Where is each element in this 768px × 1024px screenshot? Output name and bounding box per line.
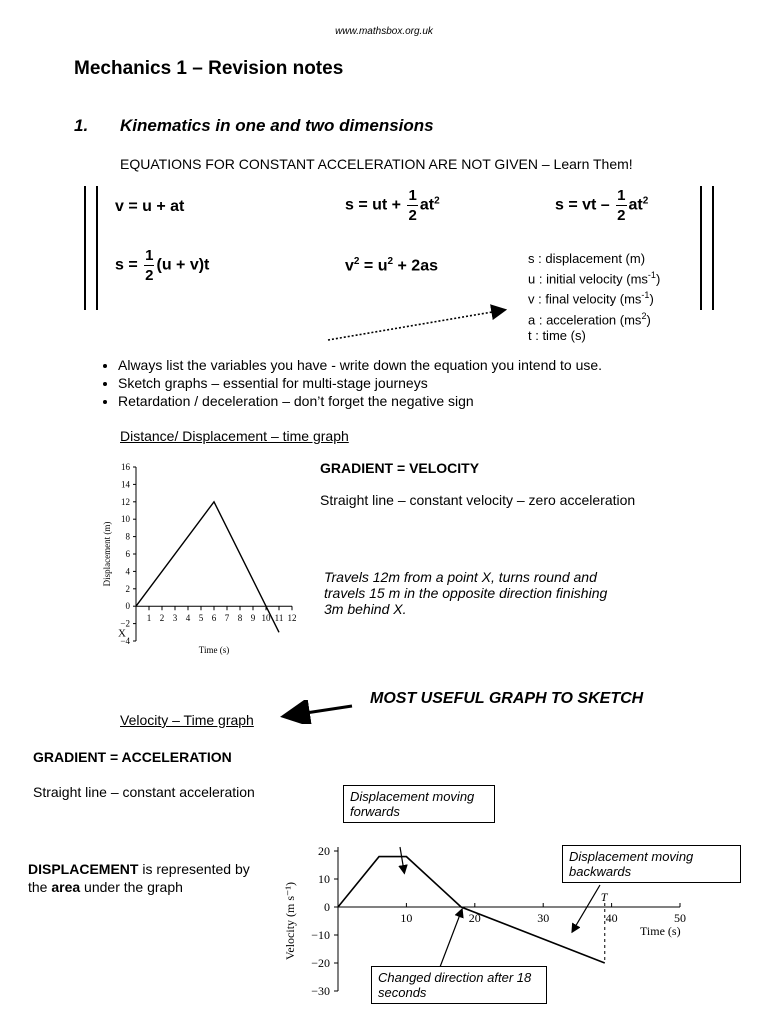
legend-text: ) — [649, 291, 654, 307]
y-tick-label: −10 — [311, 928, 330, 942]
x-tick-label: 8 — [237, 613, 243, 624]
y-tick-label: −2 — [120, 618, 130, 629]
section-title: Kinematics in one and two dimensions — [120, 116, 434, 135]
x-tick-label: 3 — [172, 613, 178, 624]
y-tick-label: −30 — [311, 984, 330, 998]
most-useful-graph: MOST USEFUL GRAPH TO SKETCH — [370, 690, 644, 707]
y-axis-label: Displacement (m) — [102, 521, 112, 587]
note-text: under the graph — [80, 879, 183, 895]
displacement-area-note — [28, 860, 268, 896]
list-item: • Always list the variables you have - write down the equation you intend to use. — [118, 356, 602, 374]
equation-text: s = vt – — [555, 196, 610, 214]
y-tick-label: −20 — [311, 956, 330, 970]
legend-text: ) — [655, 271, 661, 287]
y-tick-label: 10 — [121, 514, 130, 525]
series-line — [136, 502, 279, 633]
legend-text: u : initial velocity (ms — [528, 271, 648, 287]
x-tick-label: 20 — [468, 911, 481, 925]
backwards-arrow — [572, 885, 600, 932]
y-tick-label: 10 — [318, 872, 330, 886]
equation-text: at — [419, 196, 435, 214]
area-word: area — [51, 879, 81, 895]
legend-a — [528, 308, 660, 328]
equation-text: s = — [115, 256, 138, 274]
equation-text: v — [345, 257, 354, 275]
fraction-denominator: 2 — [408, 207, 417, 224]
exponent: -1 — [647, 270, 656, 280]
travel-note: Travels 12m from a point X, turns round and travels 15 m in the opposite direction finishing 3m behind X. — [324, 569, 608, 617]
x-tick-label: 50 — [674, 911, 686, 925]
forwards-arrow — [400, 847, 404, 873]
x-tick-label: 12 — [287, 613, 297, 624]
equation-s-vt — [555, 188, 648, 223]
straight-line-acceleration: Straight line – constant acceleration — [33, 784, 255, 800]
x-tick-label: 6 — [211, 613, 217, 624]
changed-direction-arrow — [440, 909, 462, 967]
y-tick-label: 12 — [121, 496, 130, 507]
x-tick-label: 7 — [224, 613, 230, 624]
y-axis-label: Velocity (m s⁻¹) — [283, 882, 297, 960]
fraction-numerator: 1 — [617, 187, 626, 204]
legend-text: a : acceleration (ms — [528, 311, 642, 327]
x-tick-label: 10 — [400, 911, 413, 925]
fraction-denominator: 2 — [145, 267, 154, 284]
fraction-half — [407, 188, 417, 223]
legend-v — [528, 287, 660, 307]
list-item: • Retardation / deceleration – don’t forget the negative sign — [118, 392, 602, 410]
gradient-acceleration: GRADIENT = ACCELERATION — [33, 749, 232, 765]
x-tick-label: 5 — [198, 613, 204, 624]
equation-s-half-uv-t — [115, 248, 209, 283]
y-tick-label: 0 — [324, 900, 330, 914]
y-tick-label: −4 — [120, 636, 130, 646]
dotted-arrow — [320, 300, 520, 350]
displacement-time-chart — [96, 455, 306, 660]
x-tick-label: 40 — [605, 911, 618, 925]
y-tick-label: 14 — [121, 479, 130, 490]
x-tick-label: 9 — [250, 613, 256, 624]
tips-list — [92, 356, 602, 410]
y-tick-label: 8 — [125, 531, 130, 542]
fraction-half — [616, 188, 626, 223]
page-title: Mechanics 1 – Revision notes — [74, 58, 344, 79]
exponent: 2 — [387, 256, 394, 267]
left-arrow — [276, 700, 360, 724]
x-tick-label: 11 — [274, 613, 284, 624]
x-axis-label: Time (s) — [198, 645, 230, 655]
velocity-graph-heading: Velocity – Time graph — [120, 712, 254, 728]
variables-legend — [528, 251, 660, 344]
y-tick-label: 4 — [125, 566, 130, 577]
equation-text: = u — [363, 257, 388, 275]
y-tick-label: 16 — [121, 462, 130, 472]
y-tick-label: 6 — [125, 549, 130, 559]
note-text: is represented by the — [28, 861, 250, 895]
legend-u — [528, 267, 660, 287]
equation-text: s = ut + — [345, 196, 402, 214]
fraction-numerator: 1 — [408, 187, 417, 204]
fraction-denominator: 2 — [617, 207, 626, 224]
list-item: • Sketch graphs – essential for multi-stage journeys — [118, 374, 602, 392]
callout-backwards: Displacement moving backwards — [562, 845, 741, 883]
equation-text: v = u + at — [115, 198, 185, 215]
legend-text: ) — [646, 311, 651, 327]
distance-graph-heading: Distance/ Displacement – time graph — [120, 428, 349, 444]
equation-text: + 2as — [397, 257, 438, 275]
equation-s-ut — [345, 188, 440, 223]
origin-label: X — [118, 627, 126, 640]
x-axis-label: Time (s) — [640, 924, 681, 938]
legend-t: t : time (s) — [528, 327, 586, 343]
equation-box-left-border — [84, 186, 98, 310]
equation-text: (u + v)t — [156, 256, 210, 274]
t-marker-label: T — [600, 890, 608, 904]
exponent: 2 — [642, 195, 649, 207]
callout-changed-direction: Changed direction after 18 seconds — [371, 966, 547, 1004]
y-tick-label: 2 — [125, 583, 130, 594]
callout-forwards: Displacement moving forwards — [343, 785, 495, 823]
x-tick-label: 2 — [159, 613, 165, 624]
equation-v2-u2-2as — [345, 256, 438, 275]
fraction-numerator: 1 — [145, 247, 154, 264]
fraction-half — [144, 248, 154, 283]
exponent: 2 — [641, 310, 647, 321]
equation-text: at — [628, 196, 643, 214]
displacement-word: DISPLACEMENT — [28, 861, 139, 877]
exponent: 2 — [434, 195, 440, 207]
x-tick-label: 10 — [261, 613, 271, 624]
legend-s: s : displacement (m) — [528, 251, 646, 266]
exponent: 2 — [353, 256, 360, 267]
equation-v-u-at — [115, 198, 184, 216]
x-tick-label: 30 — [537, 911, 550, 925]
section-number: 1. — [74, 116, 89, 135]
equations-note: EQUATIONS FOR CONSTANT ACCELERATION ARE NOT GIVEN – Learn Them! — [120, 156, 633, 172]
equation-box-right-border — [700, 186, 714, 310]
header-url: www.mathsbox.org.uk — [335, 26, 433, 37]
x-tick-label: 4 — [185, 613, 191, 624]
gradient-velocity: GRADIENT = VELOCITY — [320, 460, 480, 476]
y-tick-label: 0 — [125, 601, 130, 612]
straight-line-velocity: Straight line – constant velocity – zero acceleration — [320, 492, 636, 508]
y-tick-label: 20 — [318, 844, 330, 858]
x-tick-label: 1 — [146, 613, 152, 624]
legend-text: v : final velocity (ms — [528, 291, 642, 307]
exponent: -1 — [641, 290, 650, 301]
